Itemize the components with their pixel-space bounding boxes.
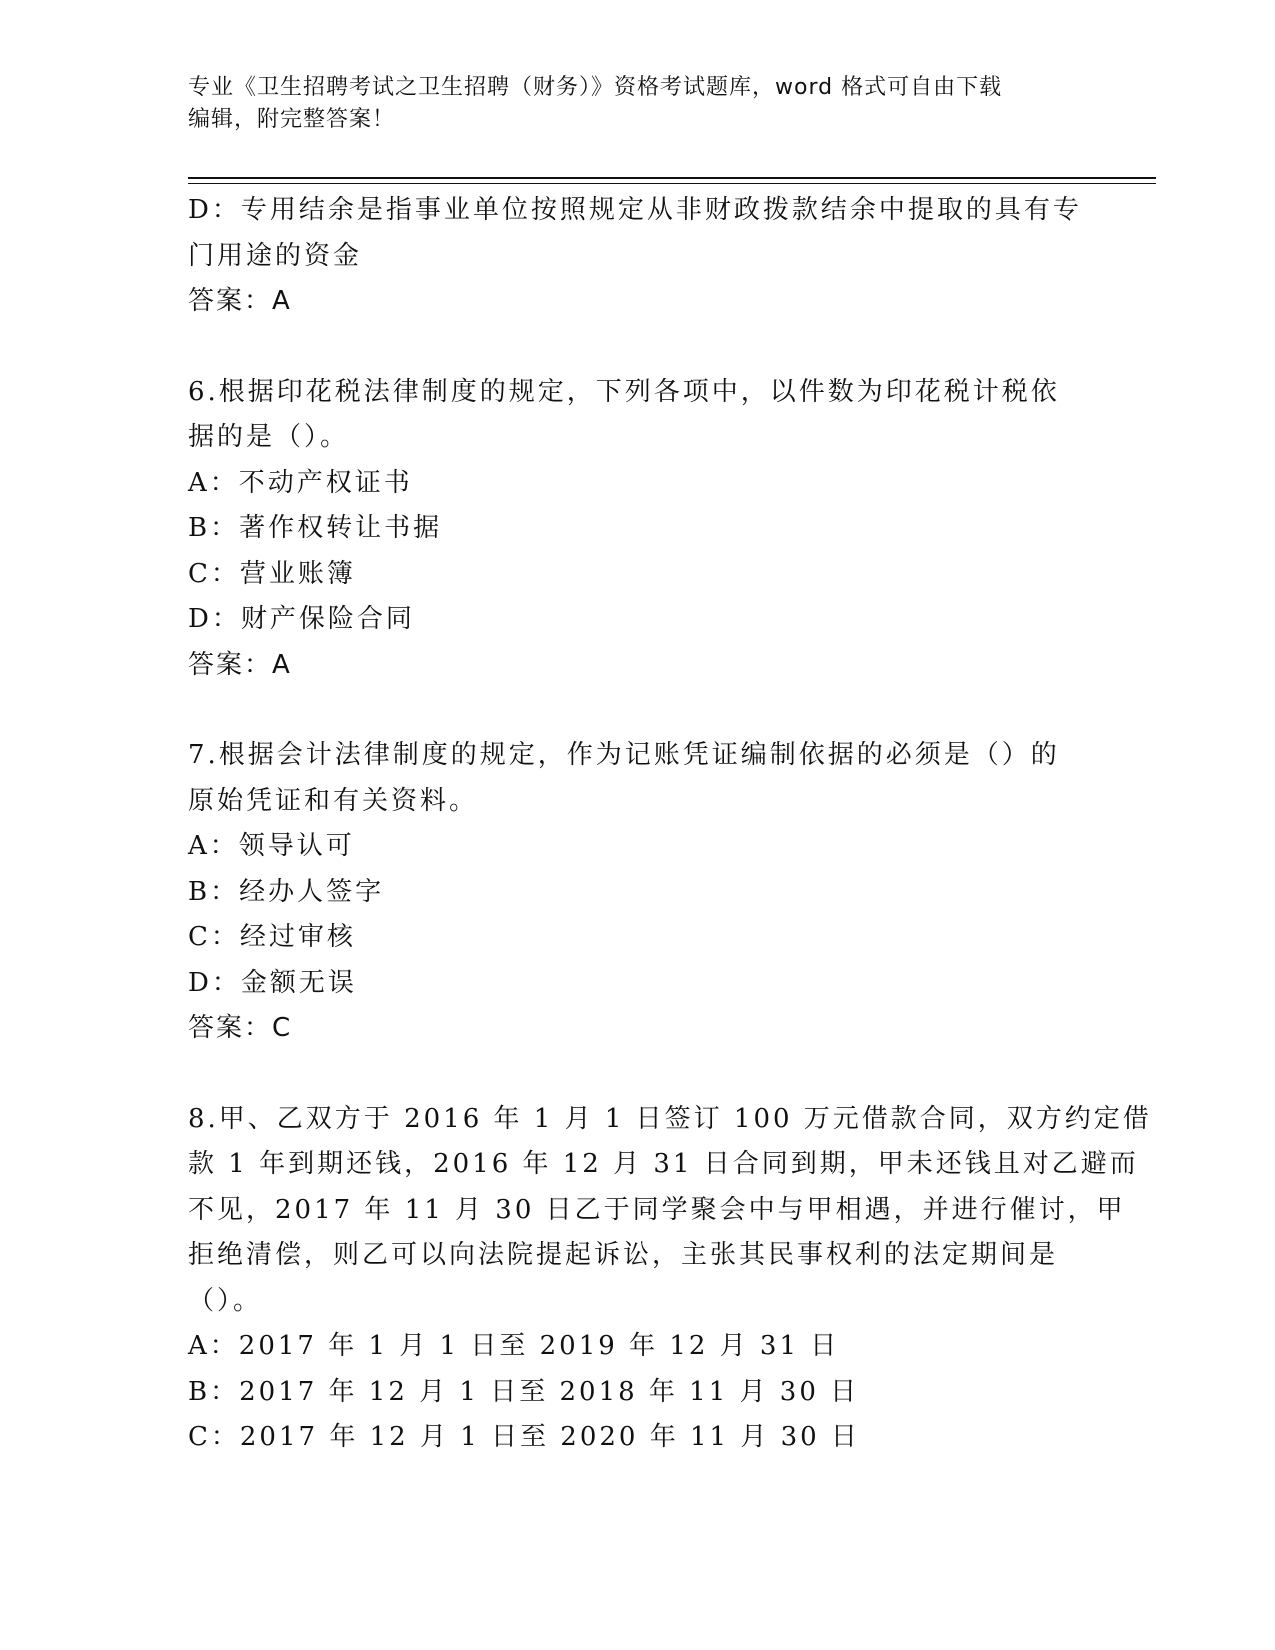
option-d-line-2: 门用途的资金 <box>188 240 363 271</box>
option-c: C：经过审核 <box>188 922 356 952</box>
question-block-8 <box>188 1097 1152 1461</box>
answer-label: 答案：A <box>188 286 292 316</box>
question-text-line-1: 7.根据会计法律制度的规定，作为记账凭证编制依据的必须是（）的 <box>188 740 1060 770</box>
question-text-line-1: 8.甲、乙双方于 2016 年 1 月 1 日签订 100 万元借款合同，双方约定借 <box>188 1103 1152 1134</box>
spacer <box>188 325 1088 370</box>
question-block-6 <box>188 370 1088 689</box>
option-b: B：著作权转让书据 <box>188 513 443 543</box>
header-rule-thick <box>188 177 1156 179</box>
option-d: D：财产保险合同 <box>188 604 415 634</box>
option-a: A：2017 年 1 月 1 日至 2019 年 12 月 31 日 <box>188 1331 840 1361</box>
option-b: B：2017 年 12 月 1 日至 2018 年 11 月 30 日 <box>188 1376 860 1407</box>
question-text-line-5: （）。 <box>188 1285 263 1316</box>
question-text-line-2: 款 1 年到期还钱，2016 年 12 月 31 日合同到期，甲未还钱且对乙避而 <box>188 1149 1139 1179</box>
question-block-5 <box>188 188 1088 325</box>
question-text-line-2: 据的是（）。 <box>188 422 350 452</box>
question-block-7 <box>188 733 1088 1052</box>
question-text-line-1: 6.根据印花税法律制度的规定，下列各项中，以件数为印花税计税依 <box>188 376 1060 407</box>
option-d: D：金额无误 <box>188 967 357 998</box>
spacer <box>188 1052 1088 1097</box>
header-line-1: 专业《卫生招聘考试之卫生招聘（财务）》资格考试题库，word 格式可自由下载 <box>188 75 1003 100</box>
header-rule-thin <box>188 183 1156 184</box>
question-text-line-3: 不见，2017 年 11 月 30 日乙于同学聚会中与甲相遇，并进行催讨，甲 <box>188 1194 1126 1225</box>
option-a: A：不动产权证书 <box>188 467 413 498</box>
header-line-2: 编辑，附完整答案！ <box>188 107 396 132</box>
answer-label: 答案：C <box>188 1013 293 1043</box>
option-a: A：领导认可 <box>188 831 355 861</box>
option-b: B：经办人签字 <box>188 876 385 907</box>
option-d-line-1: D：专用结余是指事业单位按照规定从非财政拨款结余中提取的具有专 <box>188 195 1082 225</box>
answer-label: 答案：A <box>188 649 292 680</box>
document-body <box>188 188 1152 1461</box>
page-header <box>188 72 1068 136</box>
question-text-line-2: 原始凭证和有关资料。 <box>188 785 479 816</box>
option-c: C：营业账簿 <box>188 558 356 589</box>
spacer <box>188 688 1088 733</box>
option-c: C：2017 年 12 月 1 日至 2020 年 11 月 30 日 <box>188 1422 860 1452</box>
question-text-line-4: 拒绝清偿，则乙可以向法院提起诉讼，主张其民事权利的法定期间是 <box>188 1240 1059 1270</box>
